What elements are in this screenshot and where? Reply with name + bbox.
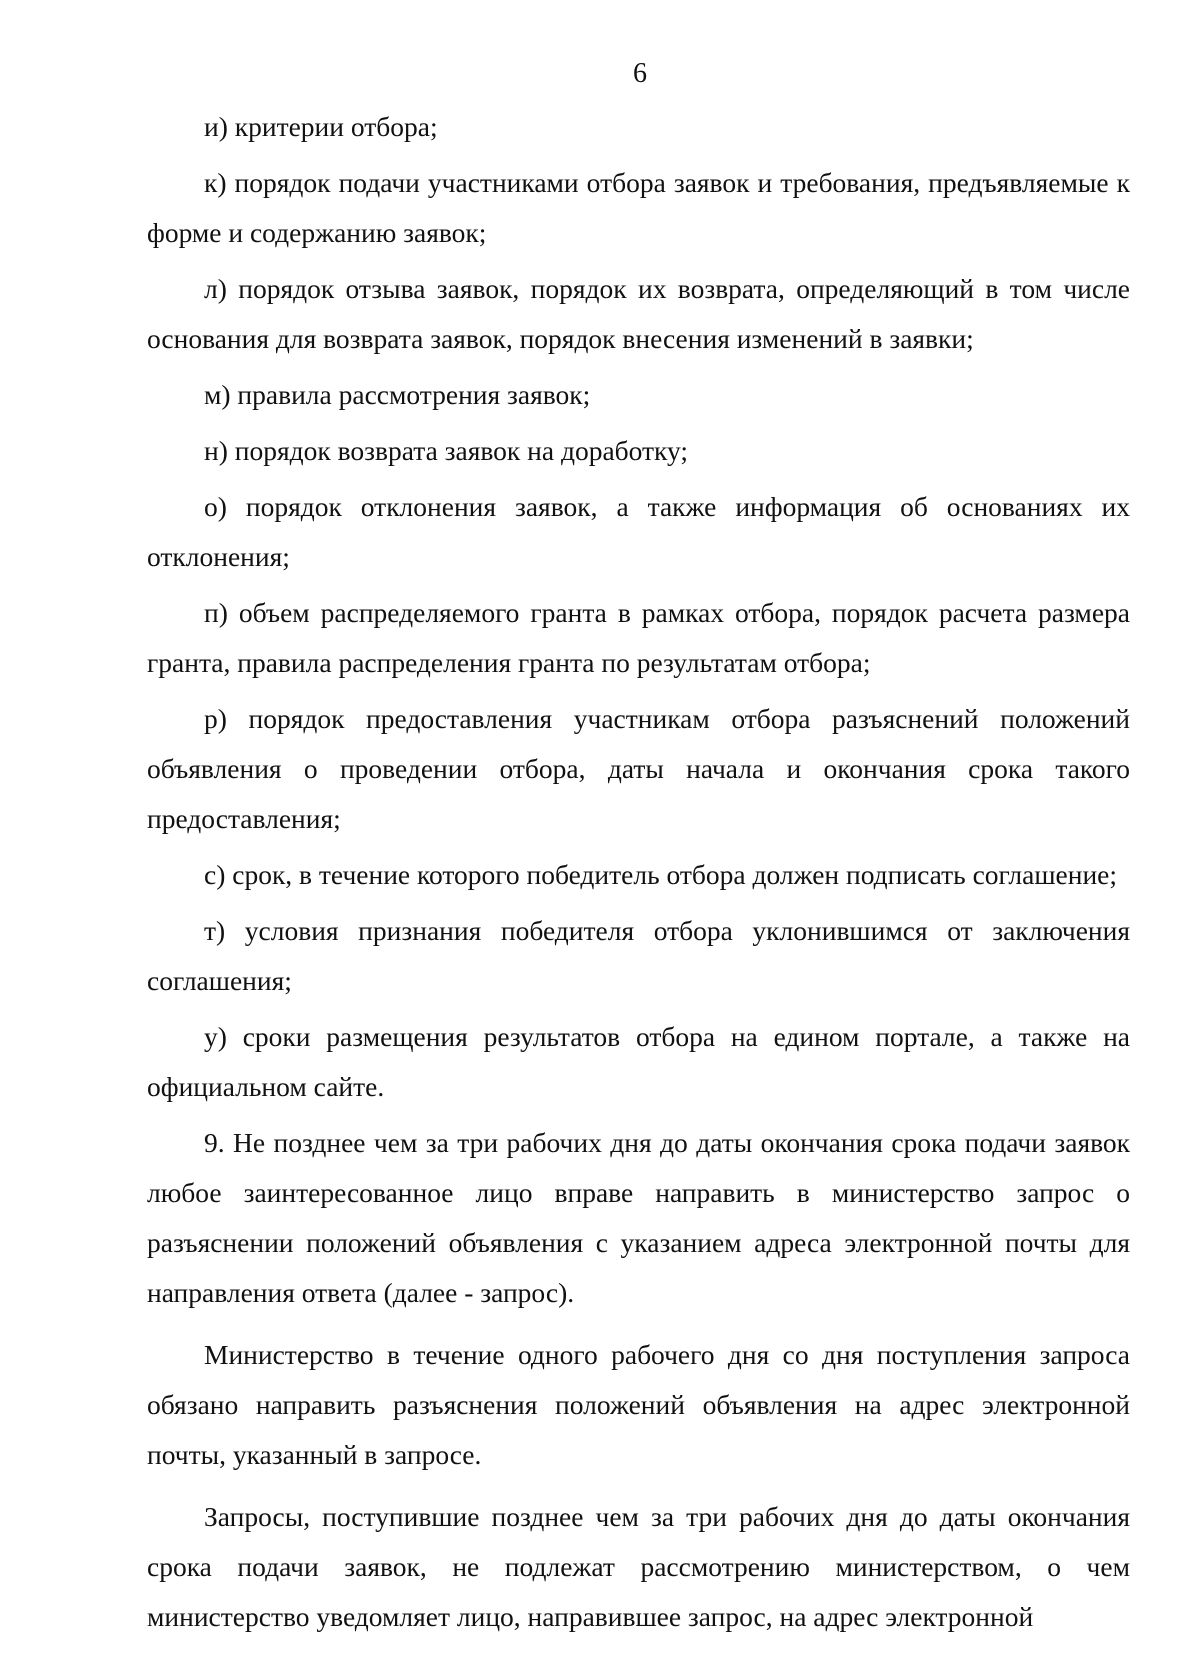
paragraph-item-r: р) порядок предоставления участникам отбора разъяснений положений объявления о проведении отбора, даты начала и окончания срока такого предоставления;	[147, 703, 1130, 834]
paragraph-item-n: н) порядок возврата заявок на доработку;	[204, 435, 689, 466]
paragraph-item-m: м) правила рассмотрения заявок;	[204, 379, 591, 410]
paragraph-item-u: у) сроки размещения результатов отбора на едином портале, а также на официальном сайте.	[147, 1021, 1130, 1102]
document-body	[147, 102, 1130, 1642]
paragraph-late-requests: Запросы, поступившие позднее чем за три рабочих дня до даты окончания срока подачи заявок, не подлежат рассмотрению министерством, о чем министерство уведомляет лицо, направившее запрос, на адрес электронной	[147, 1501, 1130, 1632]
paragraph-item-s: с) срок, в течение которого победитель отбора должен подписать соглашение;	[204, 859, 1118, 890]
paragraph-item-p: п) объем распределяемого гранта в рамках отбора, порядок расчета размера гранта, правила распределения гранта по результатам отбора;	[147, 597, 1130, 678]
paragraph-item-i: и) критерии отбора;	[204, 111, 438, 142]
paragraph-item-k: к) порядок подачи участниками отбора заявок и требования, предъявляемые к форме и содержанию заявок;	[147, 167, 1130, 248]
paragraph-item-t: т) условия признания победителя отбора уклонившимся от заключения соглашения;	[147, 915, 1130, 996]
paragraph-section-9: 9. Не позднее чем за три рабочих дня до даты окончания срока подачи заявок любое заинтересованное лицо вправе направить в министерство запрос о разъяснении положений объявления с указанием адреса электронной почты для направления ответа (далее - запрос).	[147, 1127, 1130, 1308]
page-number: 6	[633, 58, 647, 89]
paragraph-item-o: о) порядок отклонения заявок, а также информация об основаниях их отклонения;	[147, 491, 1130, 572]
paragraph-item-l: л) порядок отзыва заявок, порядок их возврата, определяющий в том числе основания для возврата заявок, порядок внесения изменений в заявки;	[147, 273, 1130, 354]
paragraph-ministry-response: Министерство в течение одного рабочего дня со дня поступления запроса обязано направить разъяснения положений объявления на адрес электронной почты, указанный в запросе.	[147, 1339, 1130, 1470]
